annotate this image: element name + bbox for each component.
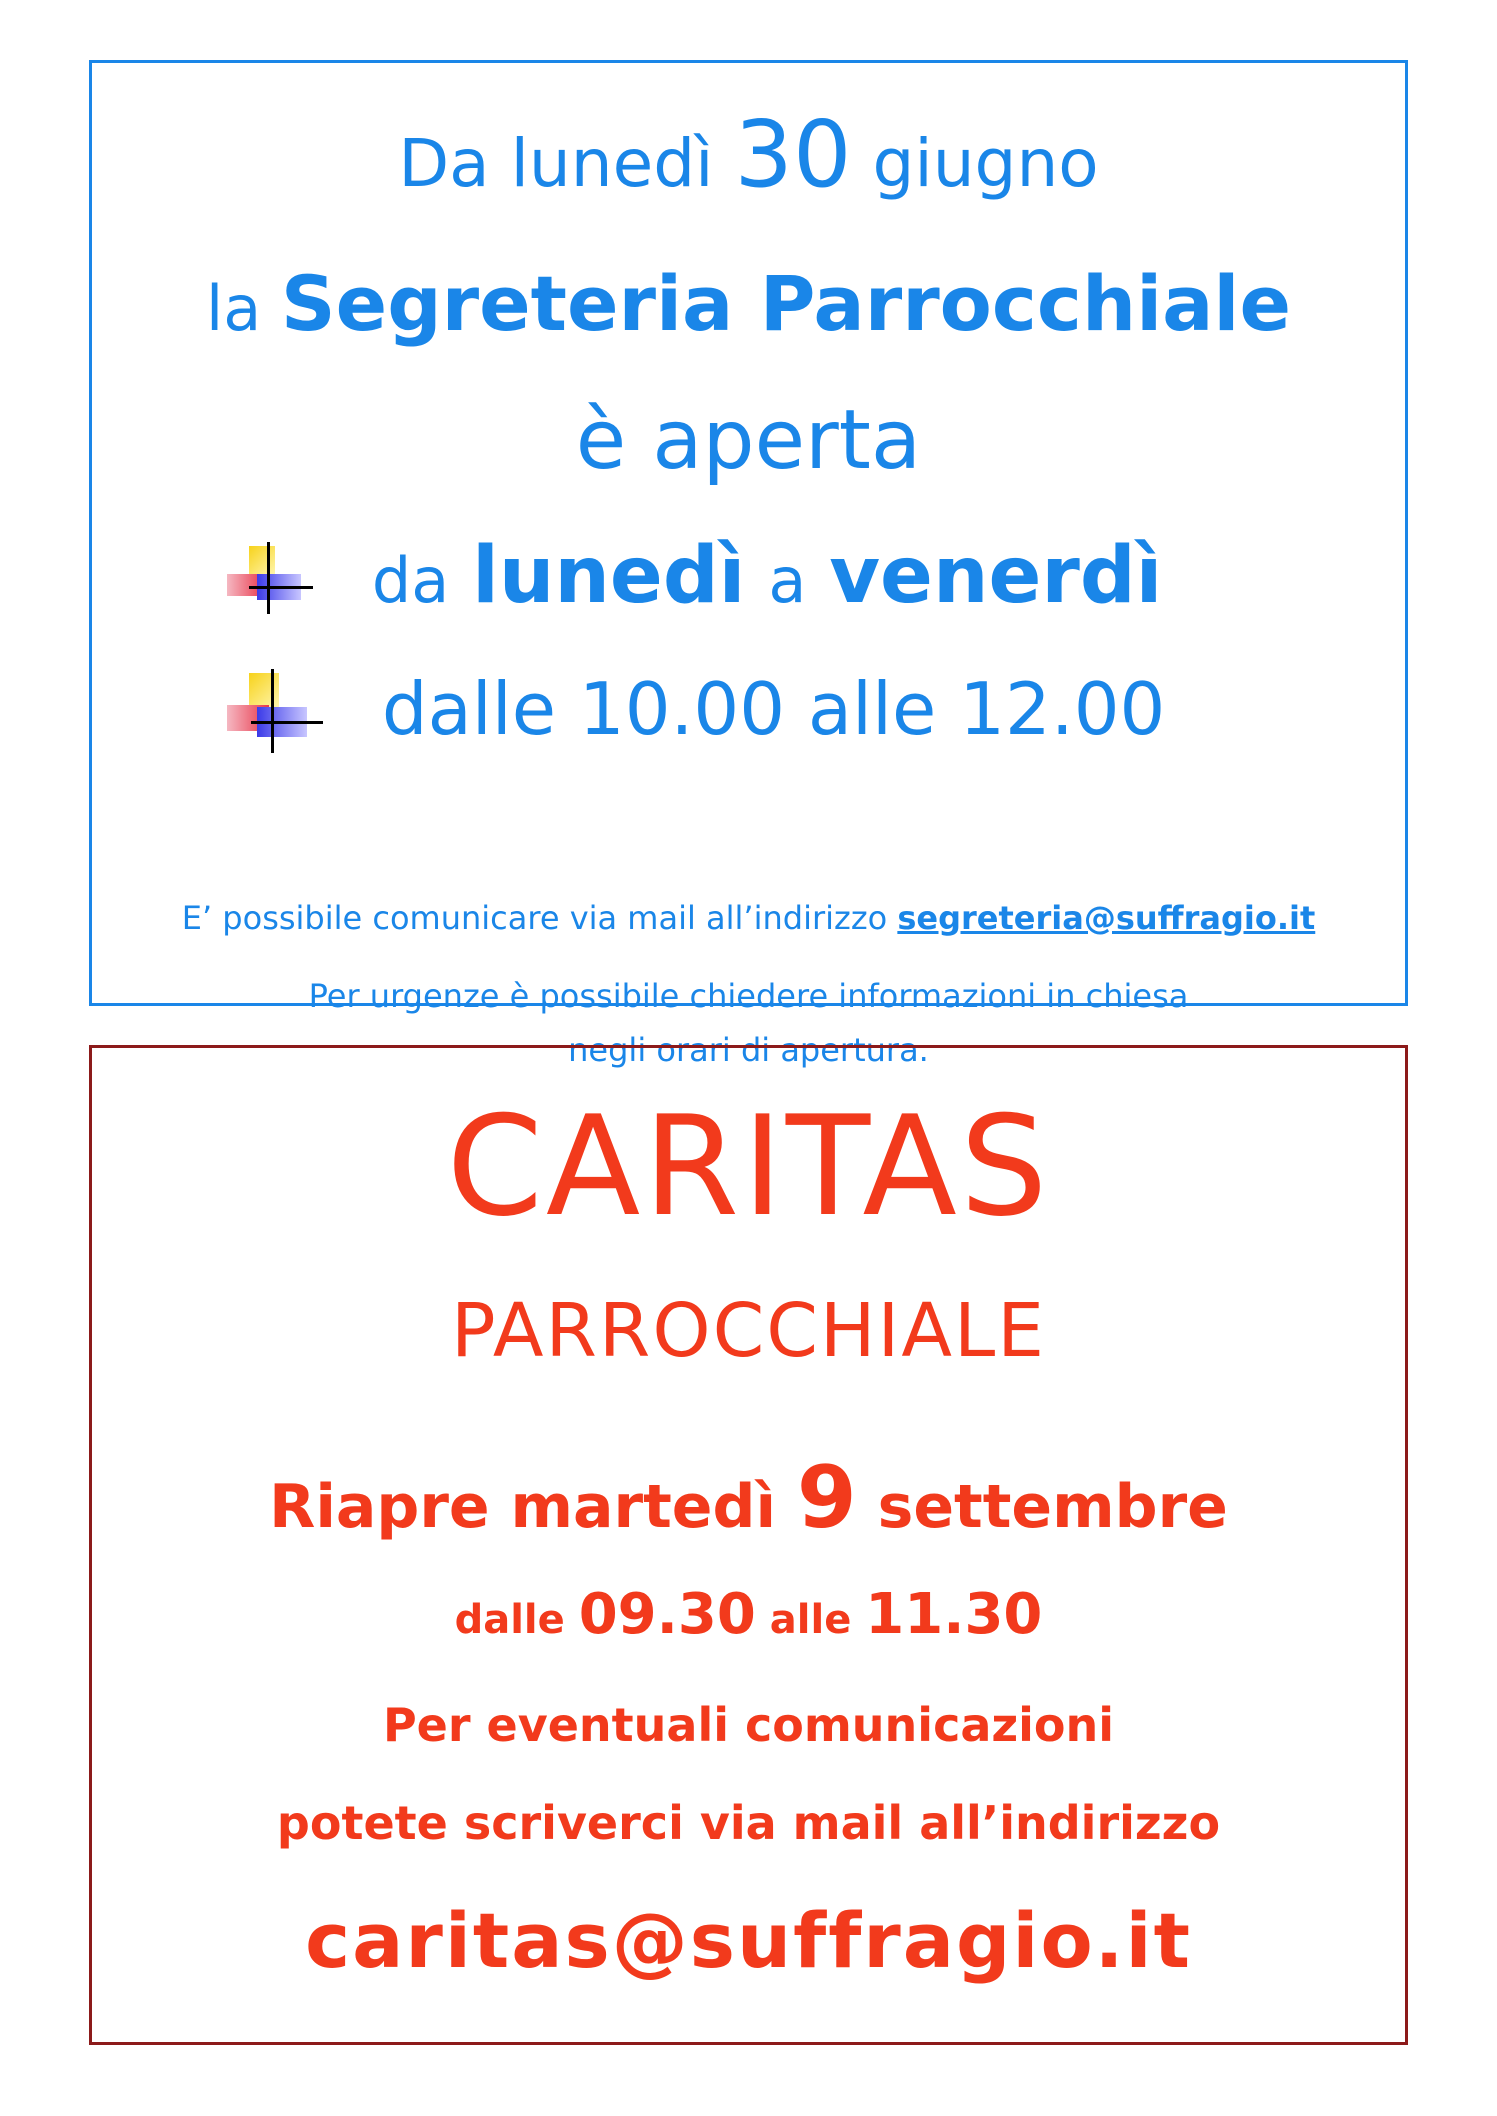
hours-from: 09.30 <box>578 1582 756 1647</box>
segreteria-mail-line <box>92 899 1405 937</box>
hours-from-label: dalle <box>454 1597 565 1643</box>
start-date-prefix: Da lunedì <box>398 125 714 202</box>
colored-squares-cross-bullet-icon <box>227 669 337 759</box>
segreteria-days-row <box>227 531 1162 622</box>
caritas-notice-box <box>89 1045 1408 2045</box>
segreteria-article: la <box>205 272 262 345</box>
reopen-day: 9 <box>796 1448 857 1548</box>
caritas-title: CARITAS <box>446 1086 1051 1247</box>
segreteria-name-line <box>92 259 1405 348</box>
caritas-comm-line-1: Per eventuali comunicazioni <box>382 1698 1115 1752</box>
segreteria-mail-text: E’ possibile comunicare via mail all’indirizzo <box>181 899 888 937</box>
segreteria-urgent-line-2: negli orari di apertura. <box>568 1031 929 1069</box>
colored-squares-cross-bullet-icon <box>227 542 327 622</box>
days-from: lunedì <box>472 531 746 621</box>
segreteria-urgent-line-1: Per urgenze è possibile chiedere informazioni in chiesa <box>308 977 1189 1015</box>
segreteria-name: Segreteria Parrocchiale <box>280 259 1292 348</box>
caritas-reopen-line <box>92 1448 1405 1548</box>
segreteria-mail-link[interactable]: segreteria@suffragio.it <box>897 899 1316 937</box>
reopen-month: settembre <box>877 1472 1228 1542</box>
caritas-subtitle: PARROCCHIALE <box>450 1288 1046 1374</box>
reopen-prefix: Riapre martedì <box>269 1472 777 1542</box>
segreteria-open-label: è aperta <box>575 393 922 488</box>
caritas-mail[interactable]: caritas@suffragio.it <box>305 1896 1192 1985</box>
hours-to: 11.30 <box>865 1582 1043 1647</box>
segreteria-start-date <box>92 101 1405 208</box>
days-mid: a <box>768 544 807 617</box>
caritas-comm-line-2: potete scriverci via mail all’indirizzo <box>276 1796 1221 1850</box>
start-date-month: giugno <box>872 125 1099 202</box>
segreteria-hours: dalle 10.00 alle 12.00 <box>381 667 1166 751</box>
days-to: venerdì <box>829 531 1163 621</box>
days-prefix: da <box>371 544 450 617</box>
hours-to-label: alle <box>769 1597 852 1643</box>
segreteria-hours-row <box>227 667 1165 759</box>
start-date-day: 30 <box>734 101 852 208</box>
caritas-hours-line <box>92 1582 1405 1647</box>
segreteria-notice-box <box>89 60 1408 1069</box>
